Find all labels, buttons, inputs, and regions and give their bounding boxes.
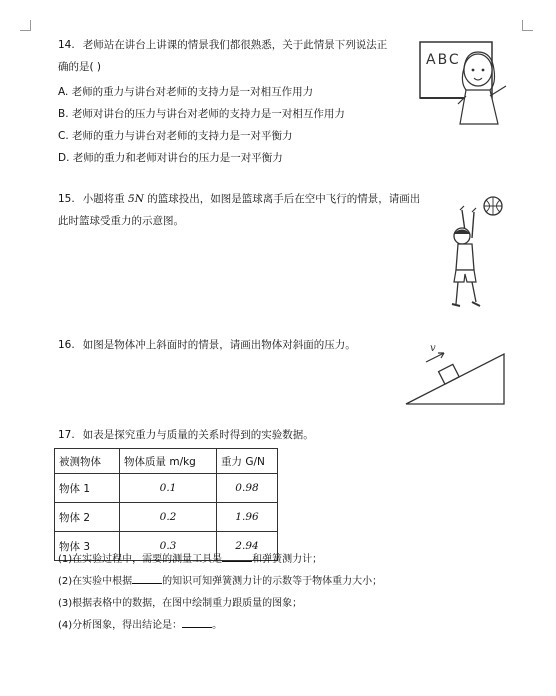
basketball-icon [484, 197, 502, 215]
q17-sub-2 [58, 572, 382, 587]
q16-stem [58, 334, 356, 356]
q17-number: 17. [58, 429, 75, 441]
q17-sub-4-suffix: 。 [212, 620, 223, 631]
teacher-illustration [418, 40, 514, 126]
q17-sub-3-prefix: (3)根据表格中的数据，在图中绘制重力跟质量的图象； [58, 598, 303, 609]
q17-sub-1-blank[interactable] [222, 551, 252, 562]
table-header-row [55, 449, 278, 474]
q14-option-a[interactable]: A. 老师的重力与讲台对老师的支持力是一对相互作用力 [58, 86, 314, 98]
q17-stem [58, 424, 314, 446]
table-cell-weight: 0.98 [217, 474, 278, 503]
basketball-player-illustration [440, 194, 510, 316]
table-cell-mass: 0.2 [120, 503, 217, 532]
q17-sub-2-suffix: 的知识可知弹簧测力计的示数等于物体重力大小； [162, 576, 383, 587]
crop-mark-top-left [20, 20, 31, 31]
table-header-object: 被测物体 [55, 449, 120, 474]
table-cell-mass: 0.3 [120, 532, 217, 561]
q17-sub-3 [58, 594, 302, 609]
q15-stem-text-a: 小题将重 [82, 193, 129, 205]
table-cell-weight: 1.96 [217, 503, 278, 532]
q17-data-table [54, 448, 278, 561]
q17-sub-4 [58, 616, 222, 631]
q17-sub-2-prefix: (2)在实验中根据 [58, 576, 133, 587]
q14-option-c[interactable]: C. 老师的重力与讲台对老师的支持力是一对平衡力 [58, 130, 293, 142]
q14-option-b[interactable]: B. 老师对讲台的压力与讲台对老师的支持力是一对相互作用力 [58, 108, 345, 120]
q17-sub-1 [58, 550, 322, 565]
table-cell-object: 物体 1 [55, 474, 120, 503]
q15-stem-text-b: 的篮球投出，如图是篮球离手后在空中飞行的情景，请画出 [143, 193, 421, 205]
q14-option-d[interactable]: D. 老师的重力和老师对讲台的压力是一对平衡力 [58, 152, 283, 164]
q17-sub-4-prefix: (4)分析图象，得出结论是： [58, 620, 183, 631]
q15-weight-value: 5N [128, 193, 144, 205]
table-cell-object: 物体 2 [55, 503, 120, 532]
crop-mark-top-right [522, 20, 533, 31]
q14-stem-line2: 确的是( ) [58, 61, 102, 73]
q16-stem-text: 如图是物体冲上斜面时的情景，请画出物体对斜面的压力。 [82, 339, 356, 351]
table-cell-weight: 2.94 [217, 532, 278, 561]
q14-stem-text: 老师站在讲台上讲课的情景我们都很熟悉，关于此情景下列说法正 [82, 39, 388, 51]
q15-stem-line1 [58, 188, 420, 210]
q15-stem-line2: 此时篮球受重力的示意图。 [58, 215, 184, 227]
q17-sub-2-blank[interactable] [132, 573, 162, 584]
q14-stem-line1 [58, 34, 387, 56]
q17-stem-text: 如表是探究重力与质量的关系时得到的实验数据。 [82, 429, 314, 441]
table-row [55, 474, 278, 503]
incline-diagram [404, 340, 506, 408]
table-cell-object: 物体 3 [55, 532, 120, 561]
q14-number: 14. [58, 39, 75, 51]
q15-number: 15. [58, 193, 75, 205]
q17-sub-1-suffix: 和弹簧测力计； [252, 554, 323, 565]
table-header-weight: 重力 G/N [217, 449, 278, 474]
blackboard-text: ABC [426, 52, 461, 68]
table-row [55, 503, 278, 532]
q16-number: 16. [58, 339, 75, 351]
q17-sub-4-blank[interactable] [182, 617, 212, 628]
q17-sub-1-prefix: (1)在实验过程中，需要的测量工具是 [58, 554, 223, 565]
table-cell-mass: 0.1 [120, 474, 217, 503]
velocity-label: v [430, 343, 436, 354]
table-header-mass: 物体质量 m/kg [120, 449, 217, 474]
